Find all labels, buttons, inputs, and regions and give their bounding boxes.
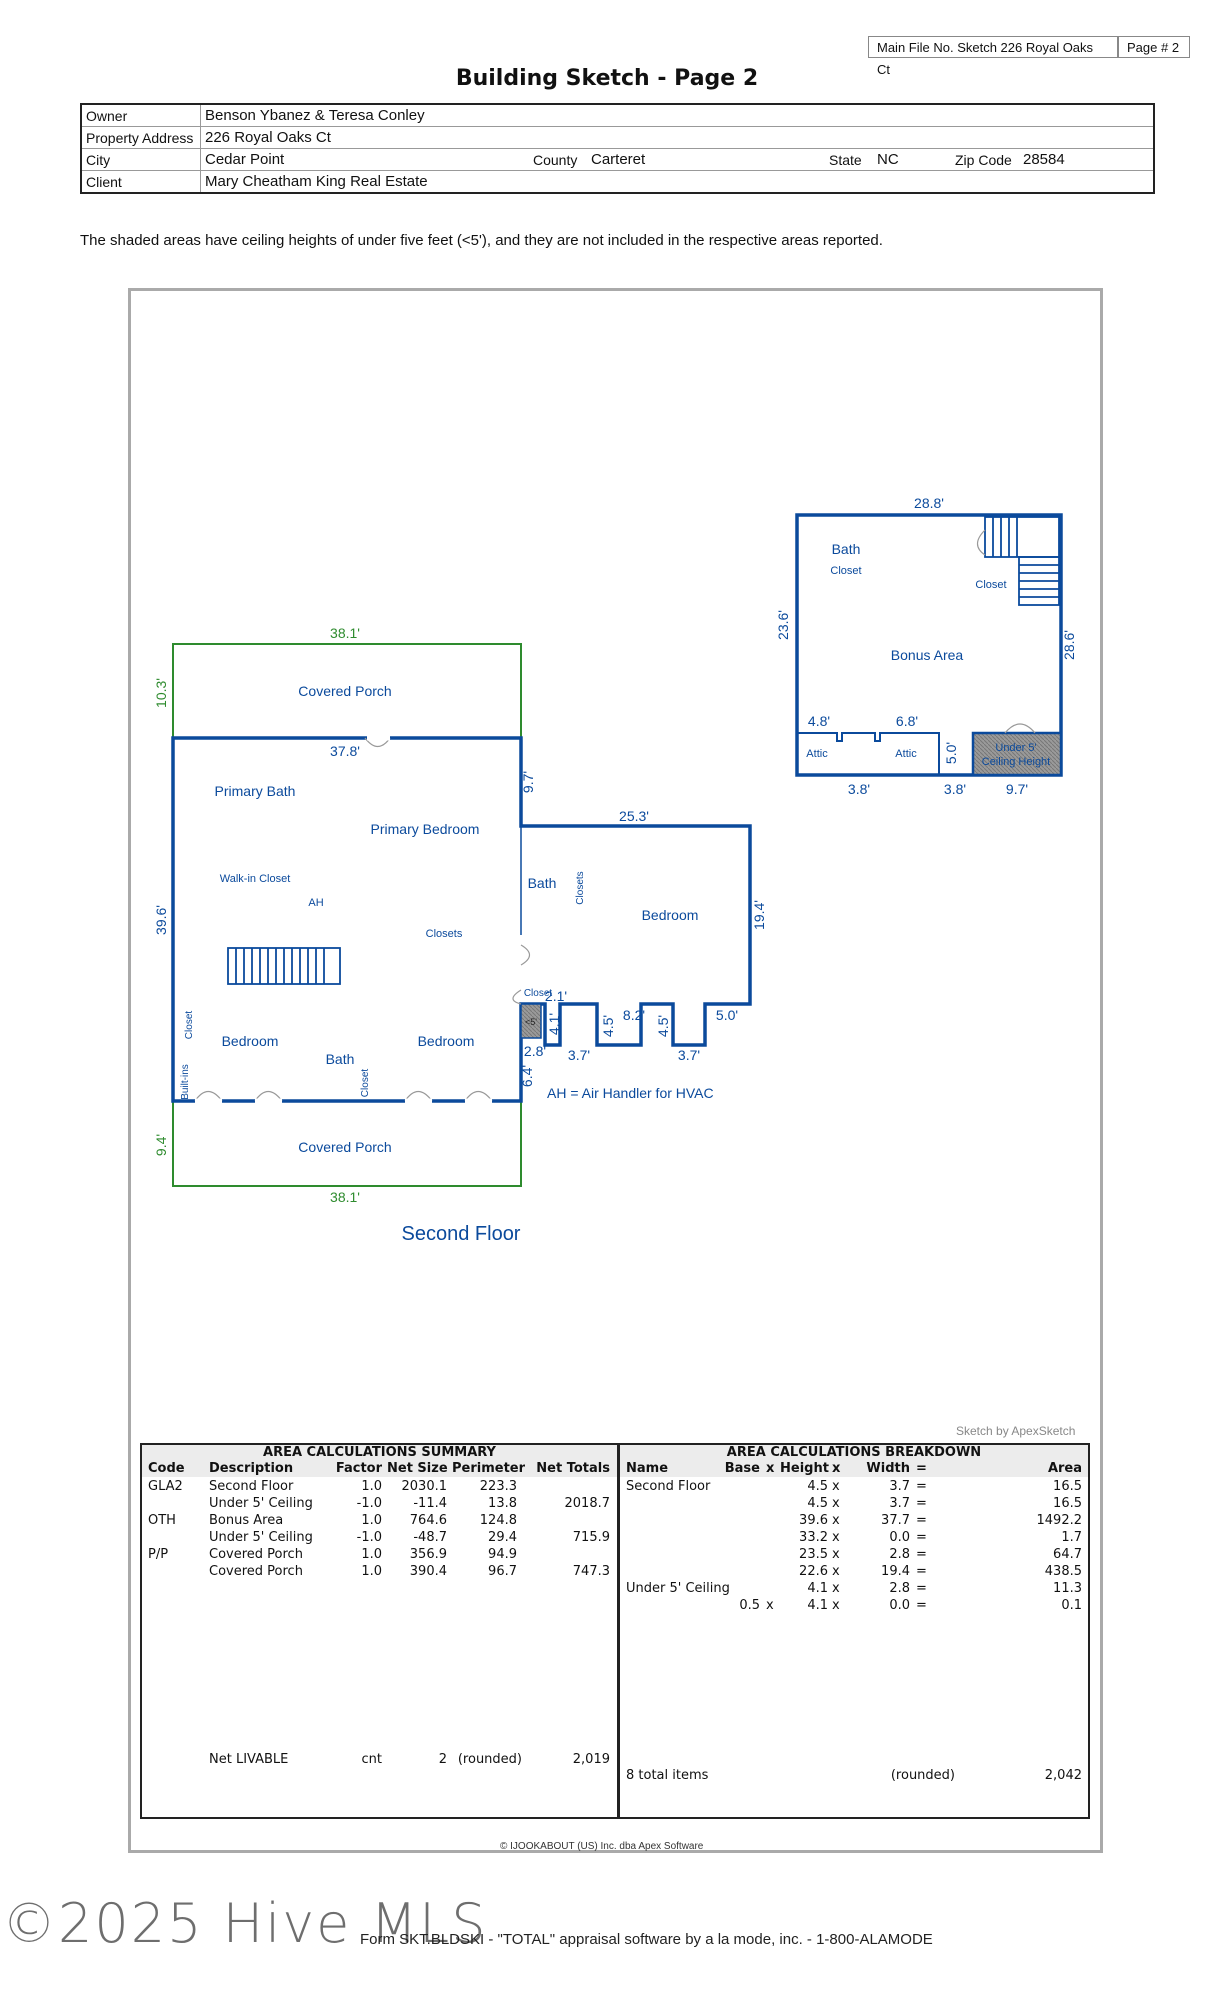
summary-cell: Under 5' Ceiling bbox=[209, 1496, 313, 1511]
breakdown-cell: 4.5 bbox=[807, 1479, 828, 1494]
breakdown-cell: 16.5 bbox=[1053, 1479, 1082, 1494]
breakdown-cell: 4.1 bbox=[807, 1581, 828, 1596]
breakdown-cell: 39.6 bbox=[799, 1513, 828, 1528]
label-bedroom-left: Bedroom bbox=[221, 1033, 279, 1049]
breakdown-cell: 16.5 bbox=[1053, 1496, 1082, 1511]
bonus-stairs bbox=[985, 517, 1059, 605]
summary-cell: 1.0 bbox=[361, 1564, 382, 1579]
breakdown-cell: 438.5 bbox=[1044, 1564, 1082, 1579]
main-file-number: Main File No. Sketch 226 Royal Oaks Ct bbox=[868, 36, 1118, 58]
summary-cell: 747.3 bbox=[572, 1564, 610, 1579]
state-value: NC bbox=[873, 149, 951, 171]
label-bonus-closet-1: Closet bbox=[830, 565, 862, 577]
summary-cell: 29.4 bbox=[488, 1530, 517, 1545]
breakdown-cell: 64.7 bbox=[1053, 1547, 1082, 1562]
breakdown-cell: 2.8 bbox=[889, 1547, 910, 1562]
label-closet-small: Closet bbox=[523, 988, 553, 999]
summary-cell: 356.9 bbox=[409, 1547, 447, 1562]
breakdown-row bbox=[620, 1513, 1088, 1530]
summary-cell: 94.9 bbox=[488, 1547, 517, 1562]
summary-col-factor: Factor bbox=[335, 1461, 382, 1476]
city-label: City bbox=[81, 149, 201, 171]
summary-col-perimeter: Perimeter bbox=[452, 1461, 526, 1476]
breakdown-row bbox=[620, 1530, 1088, 1547]
summary-cell: -1.0 bbox=[356, 1530, 382, 1545]
label-ah: AH bbox=[308, 897, 324, 909]
zip-value: 28584 bbox=[1019, 149, 1154, 171]
summary-row bbox=[142, 1479, 617, 1496]
shaded-area-note: The shaded areas have ceiling heights of under five feet (<5'), and they are not included in the respective areas reported. bbox=[80, 232, 883, 249]
breakdown-cell: 4.1 bbox=[807, 1598, 828, 1613]
label-ah-note: AH = Air Handler for HVAC bbox=[547, 1085, 714, 1101]
breakdown-cell: 2.8 bbox=[889, 1581, 910, 1596]
label-attic-2: Attic bbox=[895, 748, 917, 760]
area-calculations bbox=[140, 1443, 1090, 1819]
breakdown-cell: 0.0 bbox=[889, 1530, 910, 1545]
dim-2-8: 2.8' bbox=[523, 1043, 547, 1059]
breakdown-cell: x bbox=[832, 1496, 840, 1511]
dim-2-1: 2.1' bbox=[544, 988, 568, 1004]
apex-copyright: © IJOOKABOUT (US) Inc. dba Apex Software bbox=[500, 1841, 704, 1852]
dim-9-7: 9.7' bbox=[1005, 781, 1029, 797]
page-number: Page # 2 bbox=[1118, 36, 1190, 58]
summary-cell: 1.0 bbox=[361, 1479, 382, 1494]
breakdown-row bbox=[620, 1564, 1088, 1581]
breakdown-row bbox=[620, 1479, 1088, 1496]
breakdown-cell: 19.4 bbox=[881, 1564, 910, 1579]
dim-6-8: 6.8' bbox=[895, 713, 919, 729]
breakdown-cell: 3.7 bbox=[889, 1496, 910, 1511]
breakdown-cell: 22.6 bbox=[799, 1564, 828, 1579]
summary-col-netsize: Net Size bbox=[387, 1461, 448, 1476]
breakdown-total-row: 8 total items (rounded) 2,042 bbox=[626, 1768, 1082, 1783]
summary-row bbox=[142, 1513, 617, 1530]
breakdown-cell: = bbox=[916, 1496, 927, 1511]
dim-4-1: 4.1' bbox=[546, 1012, 562, 1036]
city-value: Cedar Point bbox=[201, 149, 530, 171]
summary-cell: Bonus Area bbox=[209, 1513, 284, 1528]
summary-cell: -1.0 bbox=[356, 1496, 382, 1511]
summary-row bbox=[142, 1564, 617, 1581]
area-summary bbox=[142, 1445, 620, 1817]
dim-porch-bottom-width: 38.1' bbox=[330, 1189, 360, 1205]
summary-cell: 124.8 bbox=[479, 1513, 517, 1528]
breakdown-cell: x bbox=[832, 1479, 840, 1494]
summary-col-code: Code bbox=[148, 1461, 185, 1476]
county-value: Carteret bbox=[587, 149, 825, 171]
breakdown-row bbox=[620, 1547, 1088, 1564]
summary-cell: Under 5' Ceiling bbox=[209, 1530, 313, 1545]
summary-cell: 390.4 bbox=[409, 1564, 447, 1579]
summary-cell: 223.3 bbox=[479, 1479, 517, 1494]
label-closets-vertical: Closets bbox=[575, 871, 586, 905]
breakdown-cell: = bbox=[916, 1564, 927, 1579]
breakdown-cell: x bbox=[832, 1581, 840, 1596]
dim-main-height: 39.6' bbox=[153, 905, 169, 935]
breakdown-cell: x bbox=[832, 1564, 840, 1579]
label-bedroom-right: Bedroom bbox=[417, 1033, 475, 1049]
area-breakdown: AREA CALCULATIONS BREAKDOWN Name Base x Height x Width = Area Second Floor 4.5 x 3.7 = 16.5 4.5 x 3.7 = 16.5 39.6 x 37.7 = 1492.2 33.2 x 0.0 = 1.7 23.5 x 2.8 = 64.7 22.6 x 19.4 = 438.5 Under 5' Ceiling 4.1 x 2.8 = 11.3 0.5 x 4.1 x 0.0 = 0.1 8 total items (rounded) 2,042 bbox=[620, 1445, 1088, 1817]
dim-wing-width: 25.3' bbox=[619, 808, 649, 824]
dim-5-0: 5.0' bbox=[715, 1007, 739, 1023]
dim-3-7-b: 3.7' bbox=[677, 1047, 701, 1063]
breakdown-cell: 0.5 bbox=[739, 1598, 760, 1613]
summary-row bbox=[142, 1547, 617, 1564]
zip-label: Zip Code bbox=[951, 149, 1019, 171]
summary-row bbox=[142, 1496, 617, 1513]
hive-mls-watermark: ©2025 Hive MLS bbox=[2, 1892, 488, 1955]
breakdown-cell: = bbox=[916, 1598, 927, 1613]
label-bonus-closet-2: Closet bbox=[975, 579, 1007, 591]
dim-right-height: 9.7' bbox=[520, 770, 536, 794]
dim-3-7-a: 3.7' bbox=[567, 1047, 591, 1063]
summary-cell: OTH bbox=[148, 1513, 176, 1528]
address-value: 226 Royal Oaks Ct bbox=[201, 127, 1155, 149]
dim-porch-bottom-height: 9.4' bbox=[153, 1133, 169, 1157]
summary-title: AREA CALCULATIONS SUMMARY bbox=[142, 1445, 617, 1461]
breakdown-cell: = bbox=[916, 1530, 927, 1545]
dim-b-5-0: 5.0' bbox=[943, 741, 959, 765]
summary-cell: 1.0 bbox=[361, 1547, 382, 1562]
dim-6-4: 6.4' bbox=[519, 1064, 535, 1088]
summary-cell: 96.7 bbox=[488, 1564, 517, 1579]
dim-bonus-width: 28.8' bbox=[914, 495, 944, 511]
net-livable-row: Net LIVABLE cnt 2 (rounded) 2,019 bbox=[209, 1752, 610, 1767]
page-title: Building Sketch - Page 2 bbox=[455, 66, 759, 91]
summary-cell: 2018.7 bbox=[564, 1496, 610, 1511]
breakdown-col-base: Base bbox=[724, 1461, 760, 1476]
breakdown-row bbox=[620, 1598, 1088, 1615]
summary-cell: 764.6 bbox=[409, 1513, 447, 1528]
breakdown-cell: 1.7 bbox=[1061, 1530, 1082, 1545]
dim-bonus-right: 28.6' bbox=[1061, 630, 1077, 660]
label-bedroom-wing: Bedroom bbox=[641, 907, 699, 923]
summary-cell: -48.7 bbox=[413, 1530, 447, 1545]
breakdown-row bbox=[620, 1496, 1088, 1513]
summary-cell: Covered Porch bbox=[209, 1564, 303, 1579]
breakdown-cell: 1492.2 bbox=[1036, 1513, 1082, 1528]
summary-cell: Covered Porch bbox=[209, 1547, 303, 1562]
breakdown-cell: = bbox=[916, 1581, 927, 1596]
owner-value: Benson Ybanez & Teresa Conley bbox=[201, 104, 1155, 127]
breakdown-col-width: Width bbox=[866, 1461, 910, 1476]
breakdown-cell: x bbox=[832, 1513, 840, 1528]
summary-cell: P/P bbox=[148, 1547, 169, 1562]
label-attic-1: Attic bbox=[806, 748, 828, 760]
dim-8-2: 8.2' bbox=[622, 1007, 646, 1023]
summary-cell: 715.9 bbox=[572, 1530, 610, 1545]
breakdown-cell: Second Floor bbox=[626, 1479, 711, 1494]
summary-cell: 2030.1 bbox=[401, 1479, 447, 1494]
address-label: Property Address bbox=[81, 127, 201, 149]
state-label: State bbox=[825, 149, 873, 171]
breakdown-cell: x bbox=[832, 1598, 840, 1613]
label-walkin-closet: Walk-in Closet bbox=[219, 873, 291, 885]
breakdown-cell: = bbox=[916, 1479, 927, 1494]
label-primary-bedroom: Primary Bedroom bbox=[370, 821, 480, 837]
label-bonus-bath: Bath bbox=[831, 541, 861, 557]
breakdown-cell: 0.0 bbox=[889, 1598, 910, 1613]
breakdown-cell: 11.3 bbox=[1053, 1581, 1082, 1596]
under-5-area-bonus bbox=[973, 733, 1061, 775]
sketch-credit: Sketch by ApexSketch bbox=[956, 1424, 1076, 1438]
summary-col-description: Description bbox=[209, 1461, 294, 1476]
dim-4-5-b: 4.5' bbox=[655, 1014, 671, 1038]
breakdown-col-area: Area bbox=[1047, 1461, 1082, 1476]
breakdown-cell: 37.7 bbox=[881, 1513, 910, 1528]
breakdown-cell: 3.7 bbox=[889, 1479, 910, 1494]
label-bath-mid: Bath bbox=[527, 875, 557, 891]
summary-cell: Second Floor bbox=[209, 1479, 294, 1494]
dim-porch-top-height: 10.3' bbox=[153, 678, 169, 708]
breakdown-cell: 23.5 bbox=[799, 1547, 828, 1562]
client-value: Mary Cheatham King Real Estate bbox=[205, 173, 428, 190]
breakdown-col-name: Name bbox=[626, 1461, 669, 1476]
dim-main-width: 37.8' bbox=[330, 743, 360, 759]
summary-col-nettotals: Net Totals bbox=[536, 1461, 610, 1476]
breakdown-cell: x bbox=[832, 1530, 840, 1545]
breakdown-cell: x bbox=[832, 1547, 840, 1562]
client-label: Client bbox=[81, 171, 201, 194]
label-closet-bottom: Closet bbox=[360, 1068, 371, 1098]
label-closets: Closets bbox=[425, 928, 463, 940]
breakdown-cell: 4.5 bbox=[807, 1496, 828, 1511]
label-bath-bottom: Bath bbox=[325, 1051, 355, 1067]
breakdown-cell: = bbox=[916, 1547, 927, 1562]
main-stairs bbox=[228, 948, 340, 984]
dim-lt5: <5' bbox=[525, 1017, 537, 1027]
county-label: County bbox=[529, 149, 587, 171]
label-primary-bath: Primary Bath bbox=[214, 783, 296, 799]
breakdown-title: AREA CALCULATIONS BREAKDOWN bbox=[620, 1445, 1088, 1461]
summary-cell: 13.8 bbox=[488, 1496, 517, 1511]
dim-bonus-left: 23.6' bbox=[775, 610, 791, 640]
dim-4-5-a: 4.5' bbox=[600, 1014, 616, 1038]
label-bonus-area: Bonus Area bbox=[890, 647, 964, 663]
breakdown-cell: = bbox=[916, 1513, 927, 1528]
label-closet-left: Closet bbox=[184, 1010, 195, 1040]
breakdown-cell: x bbox=[766, 1598, 774, 1613]
breakdown-cell: 0.1 bbox=[1061, 1598, 1082, 1613]
breakdown-row bbox=[620, 1581, 1088, 1598]
label-covered-porch-top: Covered Porch bbox=[298, 683, 392, 699]
label-builtins: Built-ins bbox=[180, 1064, 191, 1100]
owner-label: Owner bbox=[81, 104, 201, 127]
label-second-floor: Second Floor bbox=[401, 1223, 521, 1245]
summary-cell: GLA2 bbox=[148, 1479, 183, 1494]
dim-porch-top-width: 38.1' bbox=[330, 625, 360, 641]
summary-row bbox=[142, 1530, 617, 1547]
breakdown-cell: Under 5' Ceiling bbox=[626, 1581, 730, 1596]
form-footer: Form SKT.BLDSKI - "TOTAL" appraisal software by a la mode, inc. - 1-800-ALAMODE bbox=[360, 1931, 933, 1948]
dim-3-8-a: 3.8' bbox=[847, 781, 871, 797]
label-under-5: Under 5' bbox=[995, 742, 1037, 754]
dim-wing-height: 19.4' bbox=[751, 900, 767, 930]
label-ceiling-height: Ceiling Height bbox=[981, 756, 1051, 768]
label-covered-porch-bottom: Covered Porch bbox=[298, 1139, 392, 1155]
summary-cell: -11.4 bbox=[413, 1496, 447, 1511]
breakdown-col-height: Height bbox=[780, 1461, 829, 1476]
dim-4-8: 4.8' bbox=[807, 713, 831, 729]
breakdown-cell: 33.2 bbox=[799, 1530, 828, 1545]
dim-3-8-b: 3.8' bbox=[943, 781, 967, 797]
summary-cell: 1.0 bbox=[361, 1513, 382, 1528]
